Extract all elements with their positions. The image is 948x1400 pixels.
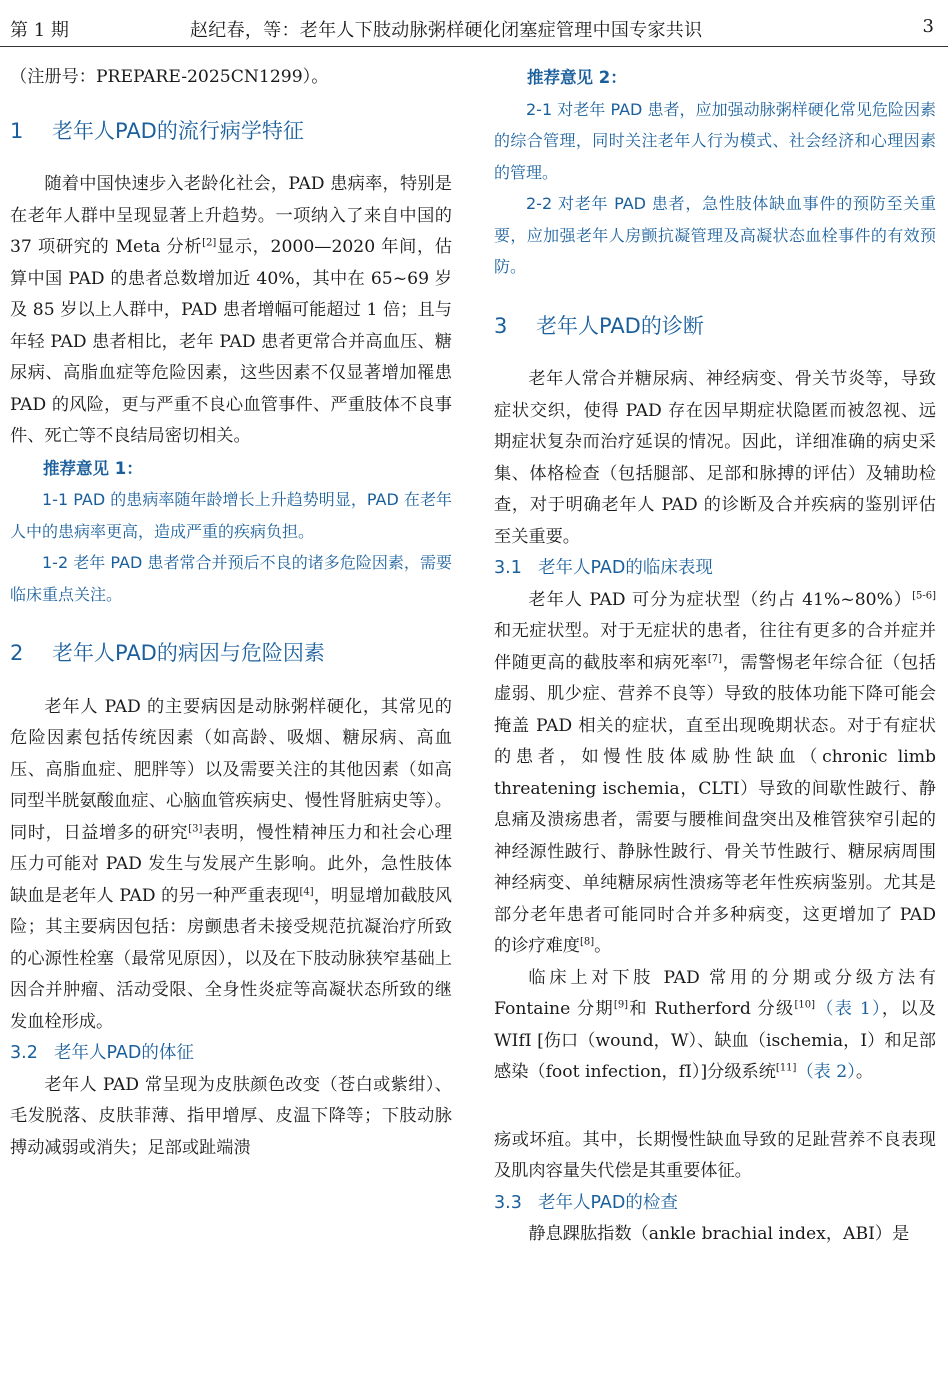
citation: [5-6] <box>912 589 936 601</box>
section-1-heading <box>10 116 452 148</box>
recommendation-item: 1-1 PAD 的患病率随年龄增长上升趋势明显，PAD 在老年人中的患病率更高，造成严重的疾病负担。 <box>10 490 452 541</box>
citation: [7] <box>707 652 723 664</box>
section-3-heading <box>494 311 936 343</box>
section-title: 老年人PAD的病因与危险因素 <box>52 641 325 665</box>
citation: [3] <box>188 822 203 834</box>
citation: [8] <box>579 936 595 948</box>
paragraph: 老年人 PAD 可分为症状型（约占 41%~80%）[5-6]和无症状型。对于无症状的患者，往往有更多的合并症并伴随更高的截肢率和病死率[7]，需警惕老年综合征（包括虚弱、肌少症、营养不良等）导致的肢体功能下降可能会掩盖 PAD 相关的症状，直至出现晚期状态。对于有症状的患者，如慢性肢体威胁性缺血（chronic limb threatening ischemia，CLTI）导致的间歇性跛行、静息痛及溃疡患者，需要与腰椎间盘突出及椎管狭窄引起的神经源性跛行、静脉性跛行、骨关节性跛行、糖尿病周围神经病变、单纯糖尿病性溃疡等老年性疾病鉴别。尤其是部分老年患者可能同时合并多种病变，这更增加了 PAD 的诊疗难度[8]。 <box>494 589 936 956</box>
citation: [9] <box>613 999 629 1011</box>
section-title: 老年人PAD的诊断 <box>536 313 704 338</box>
left-column <box>10 62 452 1164</box>
paragraph: 老年人常合并糖尿病、神经病变、骨关节炎等，导致症状交织，使得 PAD 存在因早期症状隐匿而被忽视、远期症状复杂而治疗延误的情况。因此，详细准确的病史采集、体格检查（包括腿部、足部和脉搏的评估）及辅助检查，对于明确老年人 PAD 的诊断及合并疾病的鉴别评估至关重要。 <box>494 369 936 547</box>
section-2-heading <box>10 638 452 670</box>
recommendation-item: 2-2 对老年 PAD 患者，急性肢体缺血事件的预防至关重要，应加强老年人房颤抗凝管理及高凝状态血栓事件的有效预防。 <box>494 194 936 276</box>
recommendation-2-title: 推荐意见 2： <box>527 68 627 87</box>
recommendation-item: 2-1 对老年 PAD 患者，应加强动脉粥样硬化常见危险因素的综合管理，同时关注老年人行为模式、社会经济和心理因素的管理。 <box>494 99 936 182</box>
section-number: 3.2 <box>10 1043 38 1063</box>
paragraph: 静息踝肱指数（ankle brachial index，ABI）是 <box>528 1224 910 1244</box>
section-3-2-heading <box>10 1038 452 1070</box>
continued-paragraph: 疡或坏疽。其中，长期慢性缺血导致的足趾营养不良表现及肌肉容量失代偿是其重要体征。 <box>494 1129 936 1181</box>
running-header <box>0 0 948 48</box>
paragraph: 老年人 PAD 的主要病因是动脉粥样硬化，其常见的危险因素包括传统因素（如高龄、吸烟、糖尿病、高血压、高脂血症、肥胖等）以及需要关注的其他因素（如高同型半胱氨酸血症、心脑血管疾病史、慢性肾脏病史等）。同时，日益增多的研究[3]表明，慢性精神压力和社会心理压力可能对 PAD 发生与发展产生影响。此外，急性肢体缺血是老年人 PAD 的另一种严重表现[4]，明显增加截肢风险；其主要病因包括：房颤患者未接受规范抗凝治疗所致的心源性栓塞（最常见原因），以及在下肢动脉狭窄基础上因合并肿瘤、活动受限、全身性炎症等高凝状态所致的继发血栓形成。 <box>10 696 452 1032</box>
right-column <box>494 62 936 1251</box>
section-3-1-heading <box>494 553 936 585</box>
section-title: 老年人PAD的流行病学特征 <box>52 118 304 143</box>
section-number: 1 <box>10 118 24 143</box>
table-1-link[interactable]: （表 1） <box>814 999 882 1019</box>
citation: [2] <box>202 237 217 249</box>
paragraph: 随着中国快速步入老龄化社会，PAD 患病率，特别是在老年人群中呈现显著上升趋势。一项纳入了来自中国的 37 项研究的 Meta 分析[2]显示，2000—2020 年间，估算中国 PAD 的患者总数增加近 40%，其中在 65~69 岁及 85 岁以上人群中，PAD 患者增幅可能超过 1 倍；且与年轻 PAD 患者相比，老年 PAD 患者更常合并高血压、糖尿病、高脂血症等危险因素，这些因素不仅显著增加罹患 PAD 的风险，更与严重不良心血管事件、严重肢体不良事件、死亡等不良结局密切相关。 <box>10 174 452 446</box>
header-rule <box>0 46 948 47</box>
paragraph: 临床上对下肢 PAD 常用的分期或分级方法有 Fontaine 分期[9]和 Rutherford 分级[10]（表 1），以及 WIfI [伤口（wound，W）、缺血（ischemia，I）和足部感染（foot infection，fI）]分级系统[11]（表 2）。 <box>494 967 936 1082</box>
page-number: 3 <box>922 16 934 37</box>
issue-number: 第 1 期 <box>10 20 69 41</box>
section-title: 老年人PAD的体征 <box>54 1043 194 1063</box>
section-number: 3 <box>494 313 508 338</box>
section-3-3-heading <box>494 1188 936 1220</box>
table-2-link[interactable]: （表 2） <box>796 1062 856 1082</box>
running-title: 赵纪春，等：老年人下肢动脉粥样硬化闭塞症管理中国专家共识 <box>190 20 703 41</box>
section-number: 2 <box>10 641 24 665</box>
paragraph: 老年人 PAD 常呈现为皮肤颜色改变（苍白或紫绀）、毛发脱落、皮肤菲薄、指甲增厚、皮温下降等；下肢动脉搏动减弱或消失；足部或趾端溃 <box>10 1074 452 1158</box>
citation: [10] <box>794 999 815 1011</box>
recommendation-item: 1-2 老年 PAD 患者常合并预后不良的诸多危险因素，需要临床重点关注。 <box>10 553 452 604</box>
section-number: 3.1 <box>494 558 522 578</box>
registration-line: （注册号：PREPARE-2025CN1299）。 <box>10 67 329 87</box>
section-title: 老年人PAD的检查 <box>538 1192 678 1213</box>
section-title: 老年人PAD的临床表现 <box>538 558 713 578</box>
recommendation-1-title: 推荐意见 1： <box>43 458 143 478</box>
citation: [11] <box>775 1062 797 1074</box>
citation: [4] <box>299 885 314 897</box>
section-number: 3.3 <box>494 1192 522 1213</box>
